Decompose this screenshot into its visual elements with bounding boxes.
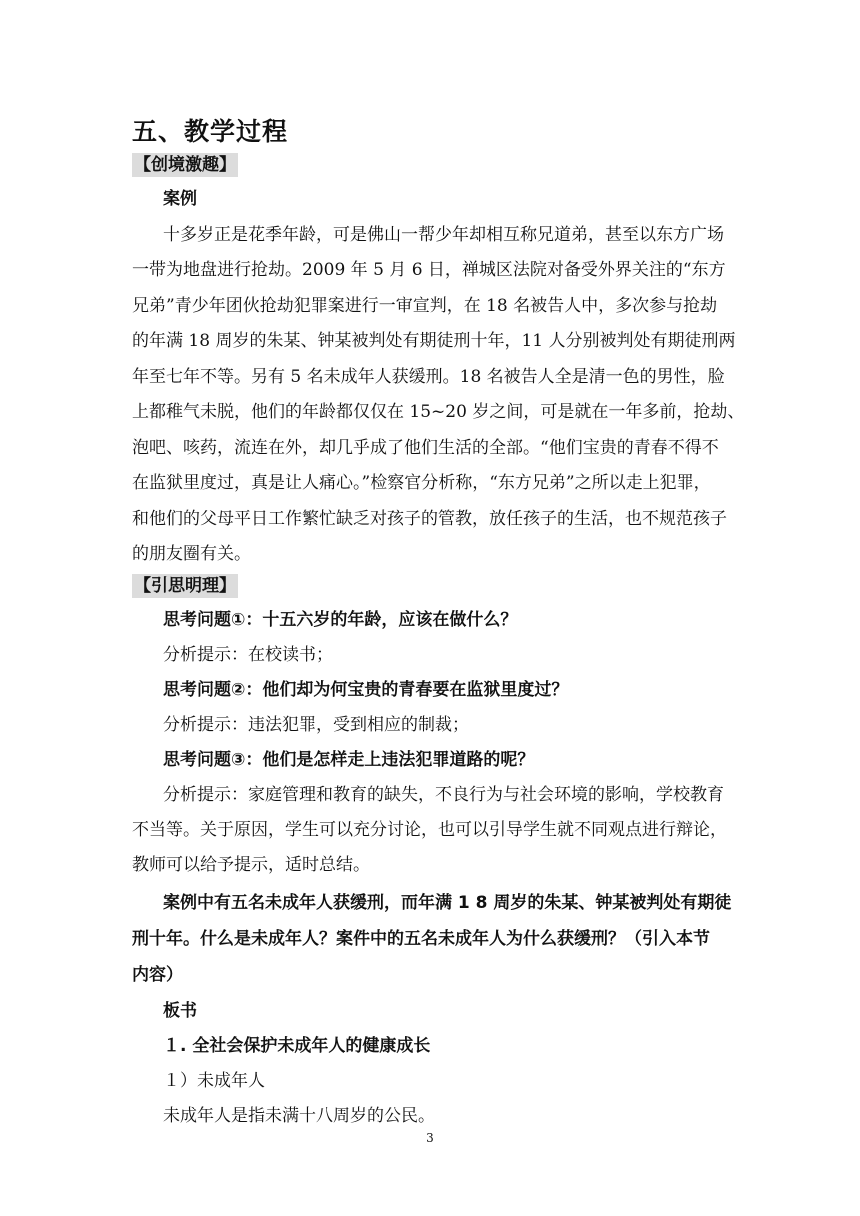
case-line: 上都稚气未脱，他们的年龄都仅仅在 15~20 岁之间，可是就在一年多前，抢劫、 [132, 402, 745, 422]
hint-3-line: 分析提示：家庭管理和教育的缺失，不良行为与社会环境的影响，学校教育 [163, 785, 724, 805]
case-label: 案例 [163, 189, 197, 209]
case-line: 在监狱里度过，真是让人痛心。”检察官分析称，“东方兄弟”之所以走上犯罪， [132, 473, 711, 493]
case-line: 泡吧、咳药，流连在外，却几乎成了他们生活的全部。“他们宝贵的青春不得不 [132, 438, 719, 458]
tag-think-reason: 【引思明理】 [134, 576, 236, 596]
case-line: 的朋友圈有关。 [132, 544, 251, 564]
question-2: 思考问题②：他们却为何宝贵的青春要在监狱里度过？ [163, 680, 569, 700]
bold-summary-line: 内容） [132, 965, 183, 985]
hint-1: 分析提示：在校读书； [163, 645, 333, 665]
hint-3-line: 教师可以给予提示，适时总结。 [132, 855, 370, 875]
board-heading: １. 全社会保护未成年人的健康成长 [163, 1036, 431, 1056]
case-line: 十多岁正是花季年龄，可是佛山一帮少年却相互称兄道弟，甚至以东方广场 [163, 225, 724, 245]
question-1: 思考问题①：十五六岁的年龄，应该在做什么？ [163, 610, 518, 630]
case-line: 年至七年不等。另有 5 名未成年人获缓刑。18 名被告人全是清一色的男性，脸 [132, 367, 725, 387]
case-line: 兄弟”青少年团伙抢劫犯罪案进行一审宣判，在 18 名被告人中，多次参与抢劫 [132, 296, 718, 316]
bold-summary-line: 刑十年。什么是未成年人？案件中的五名未成年人为什么获缓刑？（引入本节 [132, 929, 710, 949]
hint-2: 分析提示：违法犯罪，受到相应的制裁； [163, 715, 469, 735]
case-line: 一带为地盘进行抢劫。2009 年 5 月 6 日，禅城区法院对备受外界关注的“东方 [132, 260, 726, 280]
case-line: 和他们的父母平日工作繁忙缺乏对孩子的管教，放任孩子的生活，也不规范孩子 [132, 509, 727, 529]
question-3: 思考问题③：他们是怎样走上违法犯罪道路的呢？ [163, 750, 535, 770]
section-heading: 五、教学过程 [132, 117, 289, 146]
tag-create-scene: 【创境激趣】 [134, 155, 236, 175]
definition: 未成年人是指未满十八周岁的公民。 [163, 1106, 435, 1126]
hint-3-line: 不当等。关于原因，学生可以充分讨论，也可以引导学生就不同观点进行辩论， [132, 820, 727, 840]
page-number: 3 [426, 1131, 434, 1145]
sub-heading: １）未成年人 [163, 1071, 265, 1091]
board-label: 板书 [163, 1001, 197, 1021]
case-line: 的年满 18 周岁的朱某、钟某被判处有期徒刑十年，11 人分别被判处有期徒刑两 [132, 331, 736, 351]
bold-summary-line: 案例中有五名未成年人获缓刑，而年满 1 8 周岁的朱某、钟某被判处有期徒 [163, 893, 732, 913]
